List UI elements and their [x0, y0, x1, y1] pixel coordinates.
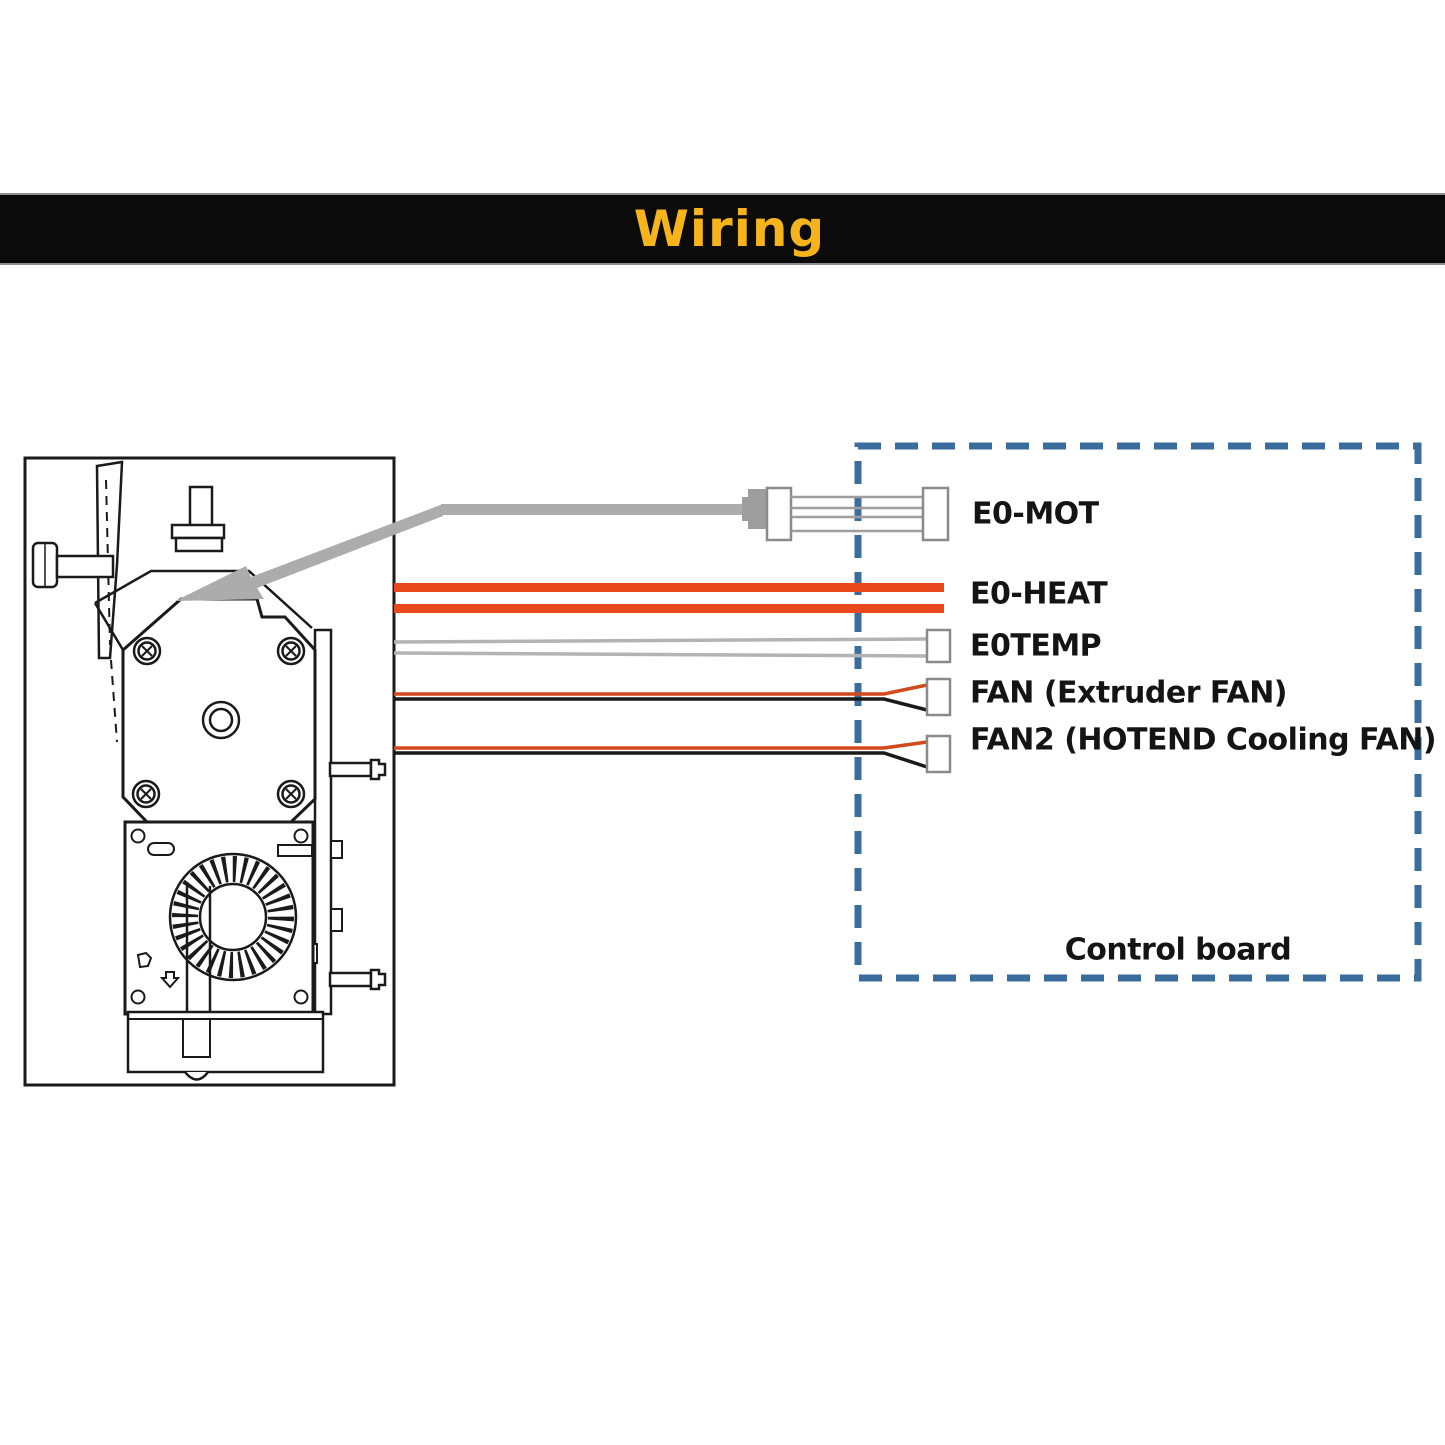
label-e0temp: E0TEMP: [970, 628, 1102, 664]
label-e0-heat: E0-HEAT: [970, 576, 1108, 612]
side-bolt-upper: [330, 760, 385, 779]
stepper-motor-shape: [123, 599, 315, 822]
label-e0-mot: E0-MOT: [972, 496, 1099, 532]
page-title: Wiring: [633, 200, 826, 258]
heatsink-plate-shape: [128, 1012, 323, 1080]
label-fan2: FAN2 (HOTEND Cooling FAN): [970, 722, 1437, 758]
fan-connector: [927, 679, 950, 715]
e0temp-wire: [394, 630, 950, 662]
e0-mot-connector-left: [767, 488, 791, 540]
e0-heat-wire: [394, 583, 944, 613]
e0-mot-connector-right: [923, 488, 948, 540]
fan-wire: [394, 679, 950, 715]
fan2-wire: [394, 736, 950, 772]
label-fan: FAN (Extruder FAN): [970, 675, 1288, 711]
label-control-board: Control board: [1064, 932, 1292, 968]
e0temp-connector: [927, 630, 950, 662]
side-bolt-lower: [330, 970, 385, 989]
fan2-connector: [927, 736, 950, 772]
